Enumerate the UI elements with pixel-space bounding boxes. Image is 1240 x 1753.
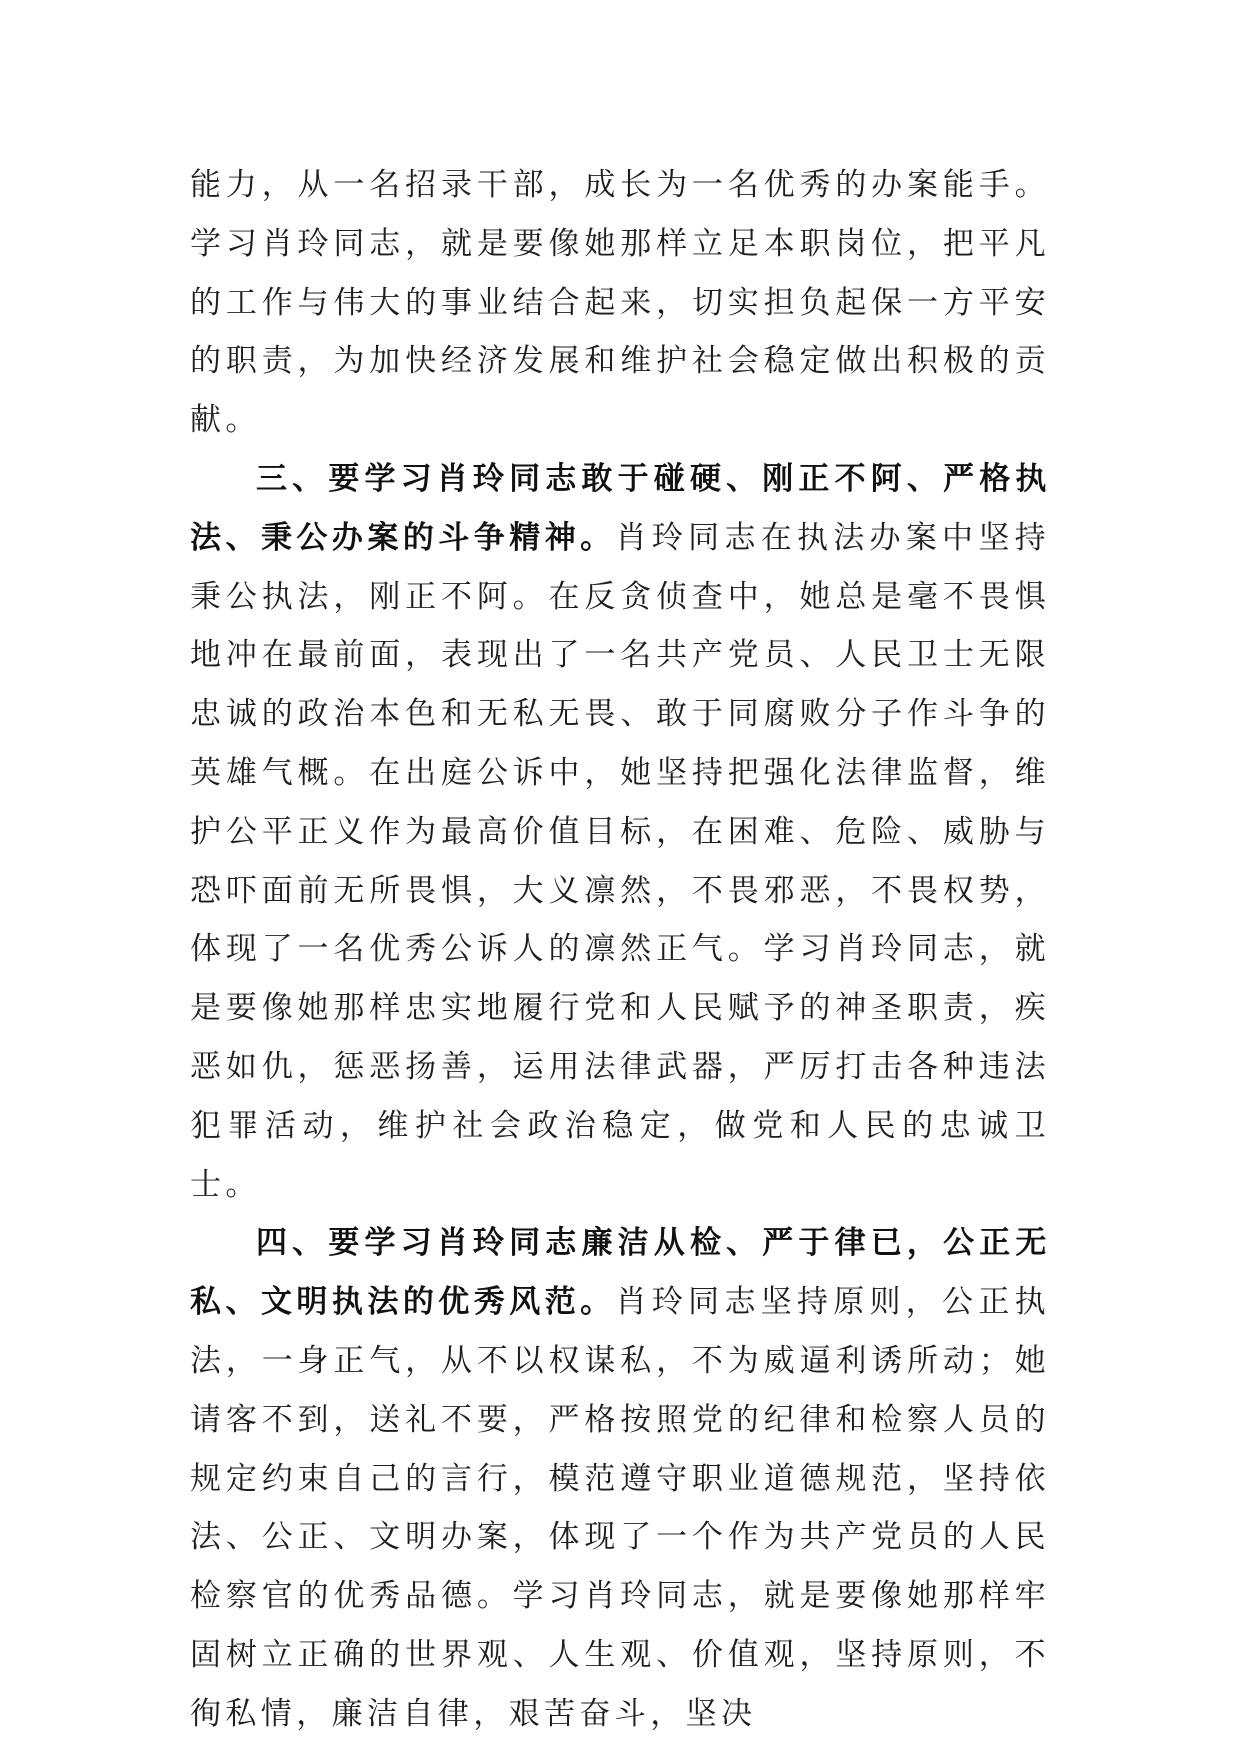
section-three-heading: 三、要学习肖玲同志敢于碰硬、刚正不阿、严格执法、秉公办案的斗争精神。 <box>190 460 1050 556</box>
document-body <box>190 156 1050 1744</box>
paragraph-continuation: 能力，从一名招录干部，成长为一名优秀的办案能手。学习肖玲同志，就是要像她那样立足本职岗位，把平凡的工作与伟大的事业结合起来，切实担负起保一方平安的职责，为加快经济发展和维护社会稳定做出积极的贡献。 <box>190 167 1050 439</box>
section-four-paragraph <box>190 1214 1050 1743</box>
section-four-heading: 四、要学习肖玲同志廉洁从检、严于律已，公正无私、文明执法的优秀风范。 <box>190 1225 1050 1321</box>
section-three-body: 肖玲同志在执法办案中坚持秉公执法，刚正不阿。在反贪侦查中，她总是毫不畏惧地冲在最前面，表现出了一名共产党员、人民卫士无限忠诚的政治本色和无私无畏、敢于同腐败分子作斗争的英雄气概。在出庭公诉中，她坚持把强化法律监督，维护公平正义作为最高价值目标，在困难、危险、威胁与恐吓面前无所畏惧，大义凛然，不畏邪恶，不畏权势，体现了一名优秀公诉人的凛然正气。学习肖玲同志，就是要像她那样忠实地履行党和人民赋予的神圣职责，疾恶如仇，惩恶扬善，运用法律武器，严厉打击各种违法犯罪活动，维护社会政治稳定，做党和人民的忠诚卫士。 <box>190 519 1050 1203</box>
section-three-paragraph <box>190 450 1050 1214</box>
section-four-body: 肖玲同志坚持原则，公正执法，一身正气，从不以权谋私，不为威逼利诱所动；她请客不到，送礼不要，严格按照党的纪律和检察人员的规定约束自己的言行，模范遵守职业道德规范，坚持依法、公正、文明办案，体现了一个作为共产党员的人民检察官的优秀品德。学习肖玲同志，就是要像她那样牢固树立正确的世界观、人生观、价值观，坚持原则，不徇私情，廉洁自律，艰苦奋斗，坚决 <box>190 1284 1050 1732</box>
